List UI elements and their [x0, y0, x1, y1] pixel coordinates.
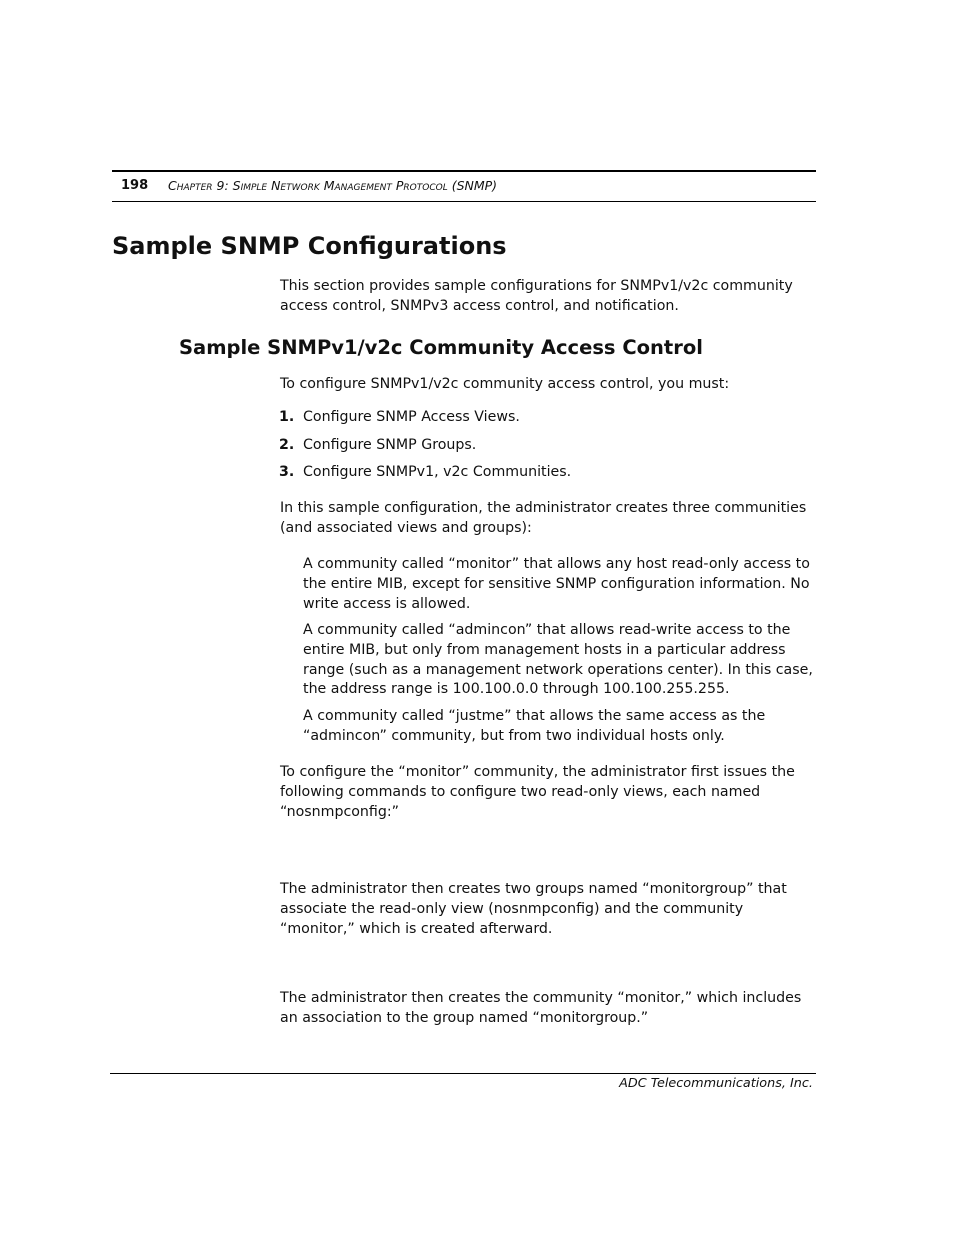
list-item-number: 2. — [279, 437, 295, 453]
community-create-paragraph: The administrator then creates the community “monitor,” which includes an association to the group named “monitorgroup.” — [280, 990, 802, 1026]
footer-rule — [110, 1073, 816, 1074]
footer-company-name: ADC Telecommunications, Inc. — [619, 1076, 813, 1091]
list-item — [279, 407, 815, 427]
community-monitor-paragraph: A community called “monitor” that allows any host read-only access to the entire MIB, except for sensitive SNMP configuration information. No write access is allowed. — [303, 556, 810, 612]
community-justme-paragraph: A community called “justme” that allows the same access as the “admincon” community, but from two individual hosts only. — [303, 708, 766, 744]
page-number: 198 — [121, 178, 149, 193]
monitor-views-paragraph: To configure the “monitor” community, the administrator first issues the following commands to configure two read-only views, each named “nosnmpconfig:” — [280, 764, 795, 820]
header-top-rule — [112, 170, 816, 172]
list-item — [279, 462, 815, 482]
list-item-text: Configure SNMPv1, v2c Communities. — [303, 464, 572, 480]
list-item-number: 3. — [279, 464, 295, 480]
list-item-text: Configure SNMP Access Views. — [303, 409, 520, 425]
community-admincon-paragraph: A community called “admincon” that allows read-write access to the entire MIB, but only from management hosts in a particular address range (such as a management network operations center). In this case, the address range is 100.100.0.0 through 100.100.255.255. — [303, 622, 813, 698]
subsection-title: Sample SNMPv1/v2c Community Access Control — [179, 336, 703, 359]
list-item — [279, 435, 815, 455]
steps-lead-paragraph: To configure SNMPv1/v2c community access control, you must: — [280, 376, 730, 392]
chapter-running-title: Chapter 9: Simple Network Management Protocol (SNMP) — [168, 178, 498, 193]
section-intro-paragraph: This section provides sample configurations for SNMPv1/v2c community access control, SNMPv3 access control, and notification. — [280, 278, 793, 314]
header-bottom-rule — [112, 201, 816, 202]
list-item-text: Configure SNMP Groups. — [303, 437, 477, 453]
sample-intro-paragraph: In this sample configuration, the administrator creates three communities (and associated views and groups): — [280, 500, 807, 536]
section-title: Sample SNMP Configurations — [112, 232, 507, 260]
groups-paragraph: The administrator then creates two groups named “monitorgroup” that associate the read-only view (nosnmpconfig) and the community “monitor,” which is created afterward. — [280, 881, 787, 937]
list-item-number: 1. — [279, 409, 295, 425]
